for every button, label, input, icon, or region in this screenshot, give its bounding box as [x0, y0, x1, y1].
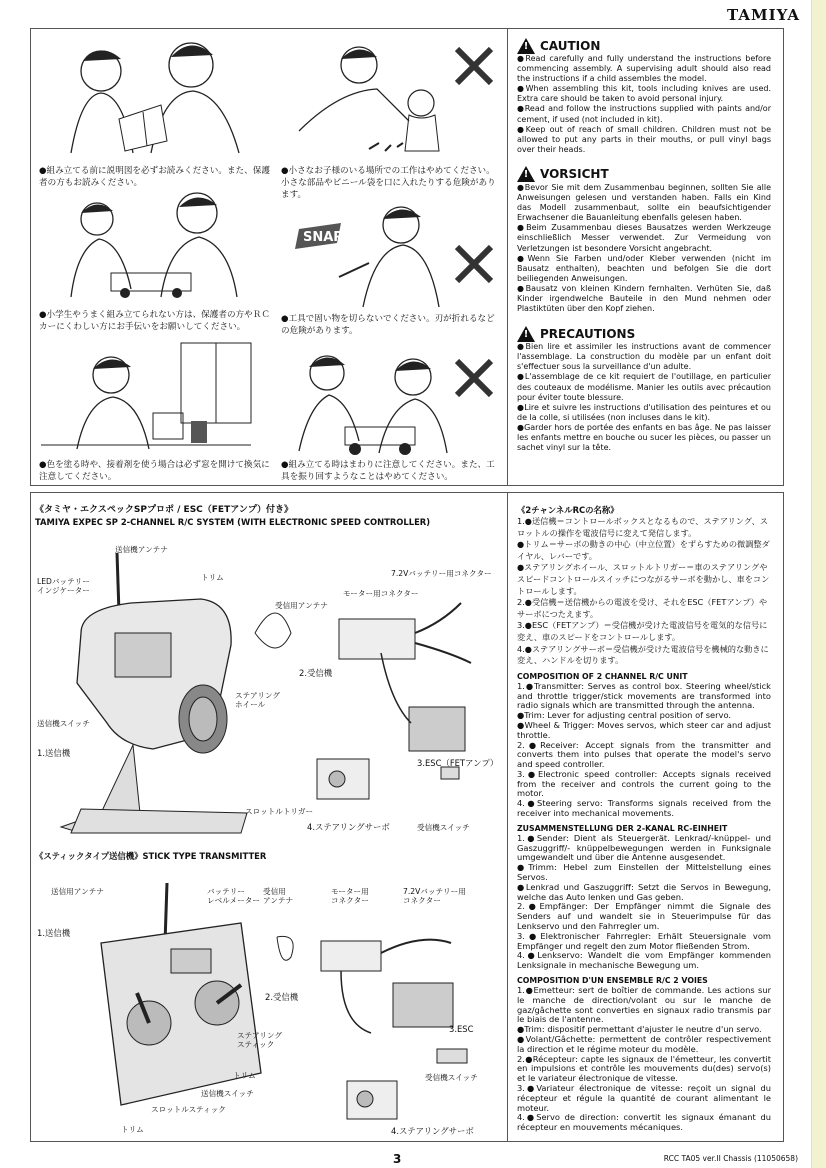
label-stick-receiver: 2.受信機	[265, 992, 299, 1002]
precautions-heading	[517, 325, 771, 342]
warnings-column	[517, 37, 771, 453]
illustration-children	[279, 31, 499, 156]
caution-text: ●Read carefully and fully understand the instructions before commencing assembly. A supervising adult should also read the instructions if a child assembles the model. ●When assembling this kit, tools including knives are used. Extra care should be taken to avoid personal injury. ●Read and follow the instructions supplied with paints and/or cement, if used (not included in kit). ●Keep out of reach of small children. Children must not be allowed to put any parts in their mouths, or pull vinyl bags over their heads.	[517, 54, 771, 154]
binder-strip	[811, 0, 826, 1168]
safety-text-3: ●小学生やうまく組み立てられない方は、保護者の方やＲＣカーにくわしい方にお手伝いをお願いしてください。	[39, 310, 270, 332]
brand-logo: TAMIYA	[727, 6, 800, 24]
vorsicht-heading	[517, 166, 771, 183]
label-antenna-tx: 送信機アンテナ	[115, 545, 168, 554]
label-throttle-stick: スロットルスティック	[151, 1105, 226, 1114]
label-stick-rx-antenna: 受信用 アンテナ	[263, 887, 294, 905]
composition-en-text: 1.●Transmitter: Serves as control box. Steering wheel/stick and throttle trigger/stick movements are transformed into radio signals which are transmitted through the antenna. ●Trim: Lever for adjusting central position of servo. ●Wheel & Trigger: Moves servos, which steer car and adjust throttle. 2.●Receiver: Accept signals from the transmitter and converts them into pulses that operate the model's servo and speed controller. 3.●Electronic speed controller: Accepts signals received from the receiver and controls the current going to the motor. 4.●Steering servo: Transforms signals received from the receiver into mechanical movements.	[517, 680, 771, 819]
label-trim: トリム	[201, 573, 224, 582]
label-transmitter: 1.送信機	[37, 748, 71, 758]
label-steering-wheel: ステアリング ホイール	[235, 691, 280, 709]
label-stick-esc: 3.ESC	[449, 1024, 474, 1034]
radio-panel	[30, 492, 784, 1142]
channel-jp-text: 1.●送信機＝コントロールボックスとなるもので、ステアリング、スロットルの操作を電波信号に変えて発信します。 ●トリム＝サーボの動きの中心（中立位置）をずらすための微調整ダイヤル、レバーです。 ●ステアリングホイール、スロットルトリガー＝車のステアリングやスピードコントロールスイッチにつながるサーボを動かし、車をコントロールします。 2.●受信機＝送信機からの電波を受け、それをESC（FETアンプ）やサーボにつたえます。 3.●ESC（FETアンプ）＝受信機が受けた電波信号を電気的な信号に変え、車のスピードをコントロールします。 4.●ステアリングサーボ＝受信機が受けた電波信号を機械的な動きに変え、ハンドルを切ります。	[517, 516, 770, 666]
safety-panel	[30, 28, 784, 486]
divider	[507, 493, 508, 1141]
safety-text-2: ●小さなお子様のいる場所での工作はやめてください。小さな部品やビニール袋を口に入れたりする危険があります。	[281, 166, 496, 200]
label-rx-switch: 受信機スイッチ	[417, 823, 470, 832]
label-trim-1: トリム	[233, 1071, 256, 1080]
divider	[507, 29, 508, 485]
composition-de-text: 1.●Sender: Dient als Steuergerät. Lenkrad/-knüppel- und Gaszuggriff/- knüppelbewegungen werden in Funksignale umgewandelt und über die Antenne ausgesendet. ●Trimm: Hebel zum Einstellen der Mittelstellung eines Servos. ●Lenkrad und Gaszuggriff: Setzt die Servos in Bewegung, welche das Auto lenken und Gas geben. 2.●Empfänger: Der Empfänger nimmt die Signale des Senders auf und wandelt sie in Steuerimpulse für das Lenkservo und den Fahrregler um. 3.●Elektronischer Fahrregler: Erhält Steuersignale vom Empfänger und regelt den zum Motor fließenden Strom. 4.●Lenkservo: Wandelt die vom Empfänger kommenden Lenksignale in mechanische Bewegung um.	[517, 832, 771, 971]
label-stick-steering-servo: 4.ステアリングサーボ	[391, 1126, 474, 1136]
vorsicht-title: VORSICHT	[540, 167, 609, 182]
label-steering-stick: ステアリング スティック	[237, 1031, 282, 1049]
document-code: RCC TA05 ver.II Chassis (11050658)	[663, 1154, 798, 1163]
pistol-transmitter-diagram	[41, 533, 481, 833]
label-throttle-trigger: スロットルトリガー	[245, 807, 314, 816]
composition-de-title: ZUSAMMENSTELLUNG DER 2-KANAL RC-EINHEIT	[517, 823, 728, 833]
safety-text-4: ●工具で固い物を切らないでください。刃が折れるなどの危険があります。	[281, 314, 495, 336]
label-stick-rx-switch: 受信機スイッチ	[425, 1073, 478, 1082]
illustration-tools	[279, 341, 499, 461]
caution-title: CAUTION	[540, 38, 601, 53]
illustration-painting	[41, 341, 261, 451]
label-led: LEDバッテリー インジケーター	[37, 577, 90, 595]
label-battery-meter: バッテリー レベルメーター	[207, 887, 260, 905]
composition-en-title: COMPOSITION OF 2 CHANNEL R/C UNIT	[517, 671, 688, 681]
label-trim-2: トリム	[121, 1125, 144, 1134]
composition-fr-text: 1.●Emetteur: sert de boîtier de commande. Les actions sur le manche de direction/volant ou sur le manche de gaz/gâchette sont converties en signaux radio transmis par le biais de l'antenne. ●Trim: dispositif permettant d'ajuster le neutre d'un servo. ●Volant/Gâchette: permettent de contrôler respectivement la direction et le régime moteur du modèle. 2.●Récepteur: capte les signaux de l'émetteur, les convertit en impulsions et contrôle les mouvements du(des) servo(s) et le variateur électronique de vitesse. 3.●Variateur électronique de vitesse: reçoit un signal du récepteur et régule la quantité de courant alimentant le moteur. 4.●Servo de direction: convertit les signaux émanant du récepteur en mouvements mécaniques.	[517, 985, 771, 1133]
page-number: 3	[393, 1152, 402, 1166]
label-stick-motor-conn: モーター用 コネクター	[331, 887, 369, 905]
label-battery-conn: 7.2Vバッテリー用コネクター	[391, 569, 492, 578]
warning-triangle-icon: !	[517, 38, 535, 54]
channel-jp-title: 《2チャンネルRCの名称》	[517, 505, 619, 515]
radio-title-en: TAMIYA EXPEC SP 2-CHANNEL R/C SYSTEM (WITH ELECTRONIC SPEED CONTROLLER)	[35, 517, 431, 527]
illustration-snap	[279, 189, 499, 309]
safety-text-5: ●色を塗る時や、接着剤を使う場合は必ず窓を開けて換気に注意してください。	[39, 460, 270, 482]
label-tx-switch: 送信機スイッチ	[37, 719, 90, 728]
illustration-helping	[41, 189, 261, 299]
composition-fr-title: COMPOSITION D'UN ENSEMBLE R/C 2 VOIES	[517, 976, 708, 986]
composition-column	[517, 505, 771, 1133]
label-stick-tx-switch: 送信機スイッチ	[201, 1089, 254, 1098]
stick-transmitter-diagram	[41, 873, 481, 1133]
stick-title: 《スティックタイプ送信機》STICK TYPE TRANSMITTER	[35, 851, 267, 861]
label-receiver: 2.受信機	[299, 668, 333, 678]
radio-title-jp: 《タミヤ・エクスペックSPプロポ / ESC（FETアンプ）付き》	[35, 505, 293, 515]
warning-triangle-icon: !	[517, 166, 535, 182]
label-steering-servo: 4.ステアリングサーボ	[307, 822, 390, 832]
label-rx-antenna: 受信用アンテナ	[275, 601, 328, 610]
caution-heading	[517, 37, 771, 54]
vorsicht-text: ●Bevor Sie mit dem Zusammenbau beginnen, sollten Sie alle Anweisungen gelesen und verstanden haben. Falls ein Kind das Modell zusammenbaut, sollte ein beaufsichtigender Erwachsener die Bauanleitung ebenfalls gelesen haben. ●Beim Zusammenbau dieses Bausatzes werden Werkzeuge einschließlich Messer verwendet. Zur Vermeidung von Verletzungen ist besondere Vorsicht angebracht. ●Wenn Sie Farben und/oder Kleber verwenden (nicht im Bausatz enthalten), beachten und befolgen Sie die dort beiliegenden Anweisungen. ●Bausatz von kleinen Kindern fernhalten. Verhüten Sie, daß Kinder irgendwelche Bauteile in den Mund nehmen oder Plastiktüten über den Kopf ziehen.	[517, 182, 771, 314]
safety-text-6: ●組み立てる時はまわりに注意してください。また、工具を振り回すようなことはやめてください。	[281, 460, 495, 482]
label-stick-battery-conn: 7.2Vバッテリー用 コネクター	[403, 887, 466, 905]
precautions-text: ●Bien lire et assimiler les instructions avant de commencer l'assemblage. La construction du modèle par un enfant doit s'effectuer sous la surveillance d'un adulte. ●L'assemblage de ce kit requiert de l'outillage, en particulier des couteaux de modélisme. Manier les outils avec précaution pour éviter toute blessure. ●Lire et suivre les instructions d'utilisation des peintures et ou de la colle, si utilisées (non incluses dans le kit). ●Garder hors de portée des enfants en bas âge. Ne pas laisser les enfants mettre en bouche ou sucer les pièces, ou passer un sachet vinyl sur la tête.	[517, 342, 771, 453]
precautions-title: PRECAUTIONS	[540, 326, 636, 341]
snap-text: SNAP!	[303, 230, 349, 245]
label-motor-conn: モーター用コネクター	[343, 589, 419, 598]
label-esc: 3.ESC（FETアンプ）	[417, 758, 499, 768]
safety-text-1: ●組み立てる前に説明図を必ずお読みください。また、保護者の方もお読みください。	[39, 166, 270, 188]
label-stick-transmitter: 1.送信機	[37, 928, 71, 938]
illustration-reading	[41, 33, 261, 153]
label-stick-antenna: 送信用アンテナ	[51, 887, 104, 896]
warning-triangle-icon: !	[517, 326, 535, 342]
